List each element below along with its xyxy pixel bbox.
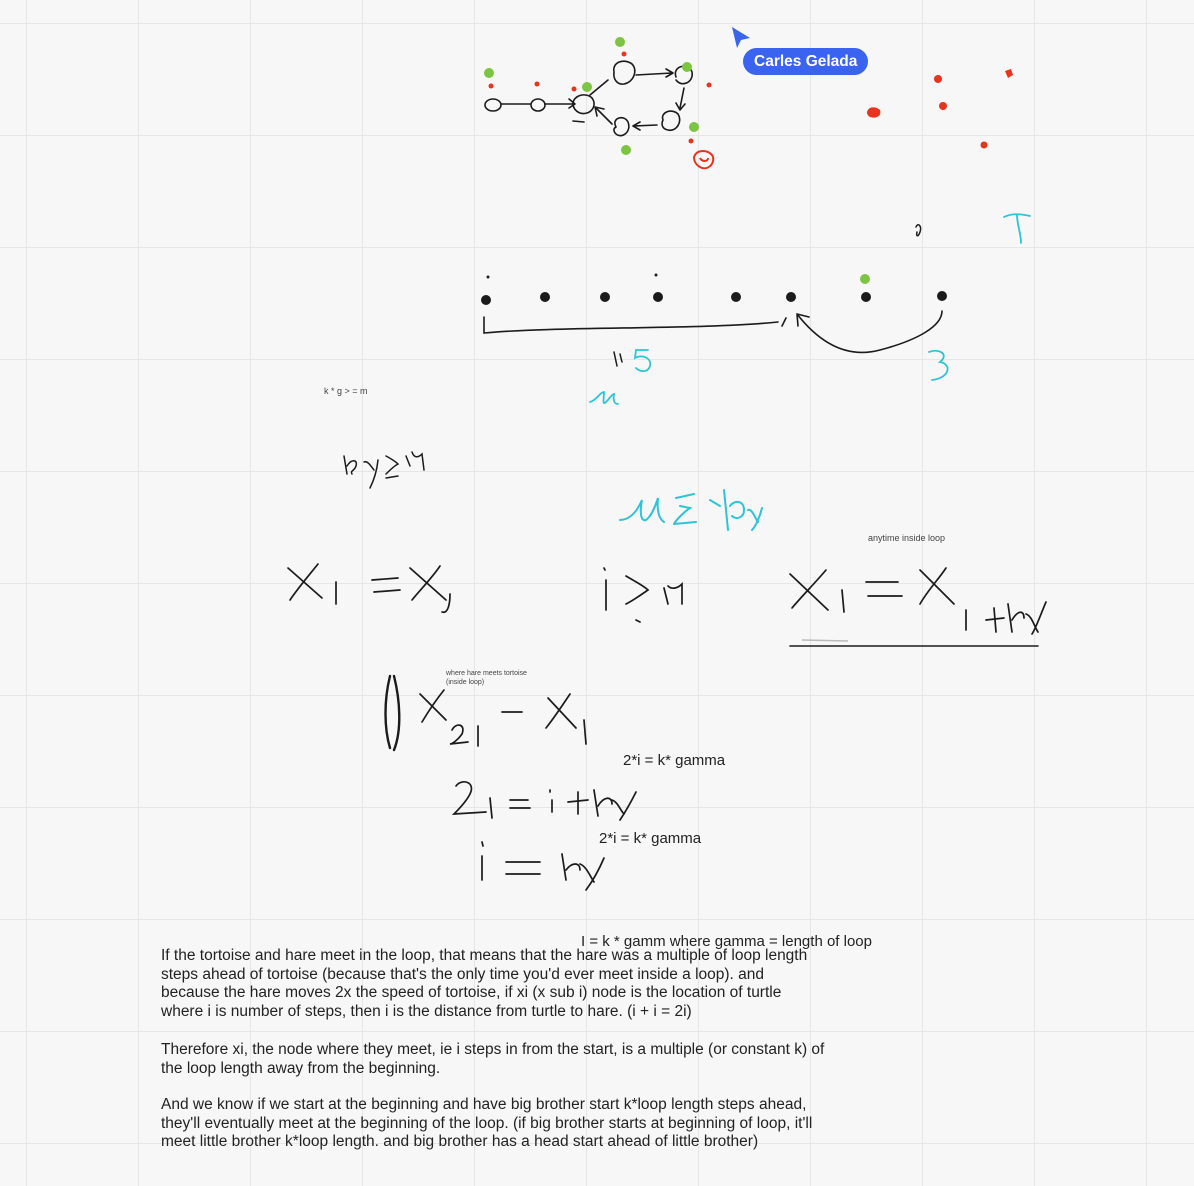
label-where-hare-meets-tortoise[interactable]: where hare meets tortoise (inside loop) [446,670,527,686]
handwritten-i-eq-k-gamma [482,842,604,890]
explanation-paragraph-1[interactable]: If the tortoise and hare meet in the loop, that means that the hare was a multiple of loop length steps ahead of tortoise (because that's the only time you'd ever meet inside a loop). and because the hare moves 2x the speed of tortoise, if xi (x sub i) node is the location of turtle where i is number of steps, then i is the distance from turtle to hare. (i + i = 2i) [161,947,808,1020]
gamma-sketches [916,214,1030,243]
label-2i-eq-k-gamma-bottom[interactable]: 2*i = k* gamma [599,830,702,847]
faint-underline-stroke [802,640,848,641]
handwritten-2i-eq-i-plus-k-gamma [454,782,636,820]
label-i-eq-k-gamma-loop-length[interactable]: I = k * gamm where gamma = length of loop [581,933,872,950]
explanation-paragraph-3[interactable]: And we know if we start at the beginning and have big brother start k*loop length steps ahead, they'll eventually meet at the beginning of the loop. (if big brother starts at beginning of loop, it'll meet little brother k*loop length. and big brother has a head start ahead of little brother) [161,1096,813,1150]
explanation-paragraph-2[interactable]: Therefore xi, the node where they meet, ie i steps in from the start, is a multiple (or constant k) of the loop length away from the beginning. [161,1041,825,1077]
segment-brackets [484,311,942,352]
segment-labels [590,350,948,404]
handwritten-xi-eq-xi-plus-k-gamma [790,568,1046,646]
node-sequence [481,274,947,306]
handwritten-i-ge-mu [604,568,682,622]
linked-list-loop-sketch [485,61,692,135]
handwritten-mu-le-k-gamma [620,490,762,530]
label-2i-eq-k-gamma-top[interactable]: 2*i = k* gamma [623,752,726,769]
label-kg-ge-m[interactable]: k * g > = m [324,386,368,396]
collaborator-cursor-icon [732,27,750,48]
handwritten-xi-eq-xj [288,564,450,612]
handwritten-x2i-eq-xi [386,676,587,750]
collaborator-name-tag: Carles Gelada [743,48,868,75]
handwritten-k-gamma-ge-mu [344,452,424,488]
label-anytime-inside-loop[interactable]: anytime inside loop [868,533,946,543]
